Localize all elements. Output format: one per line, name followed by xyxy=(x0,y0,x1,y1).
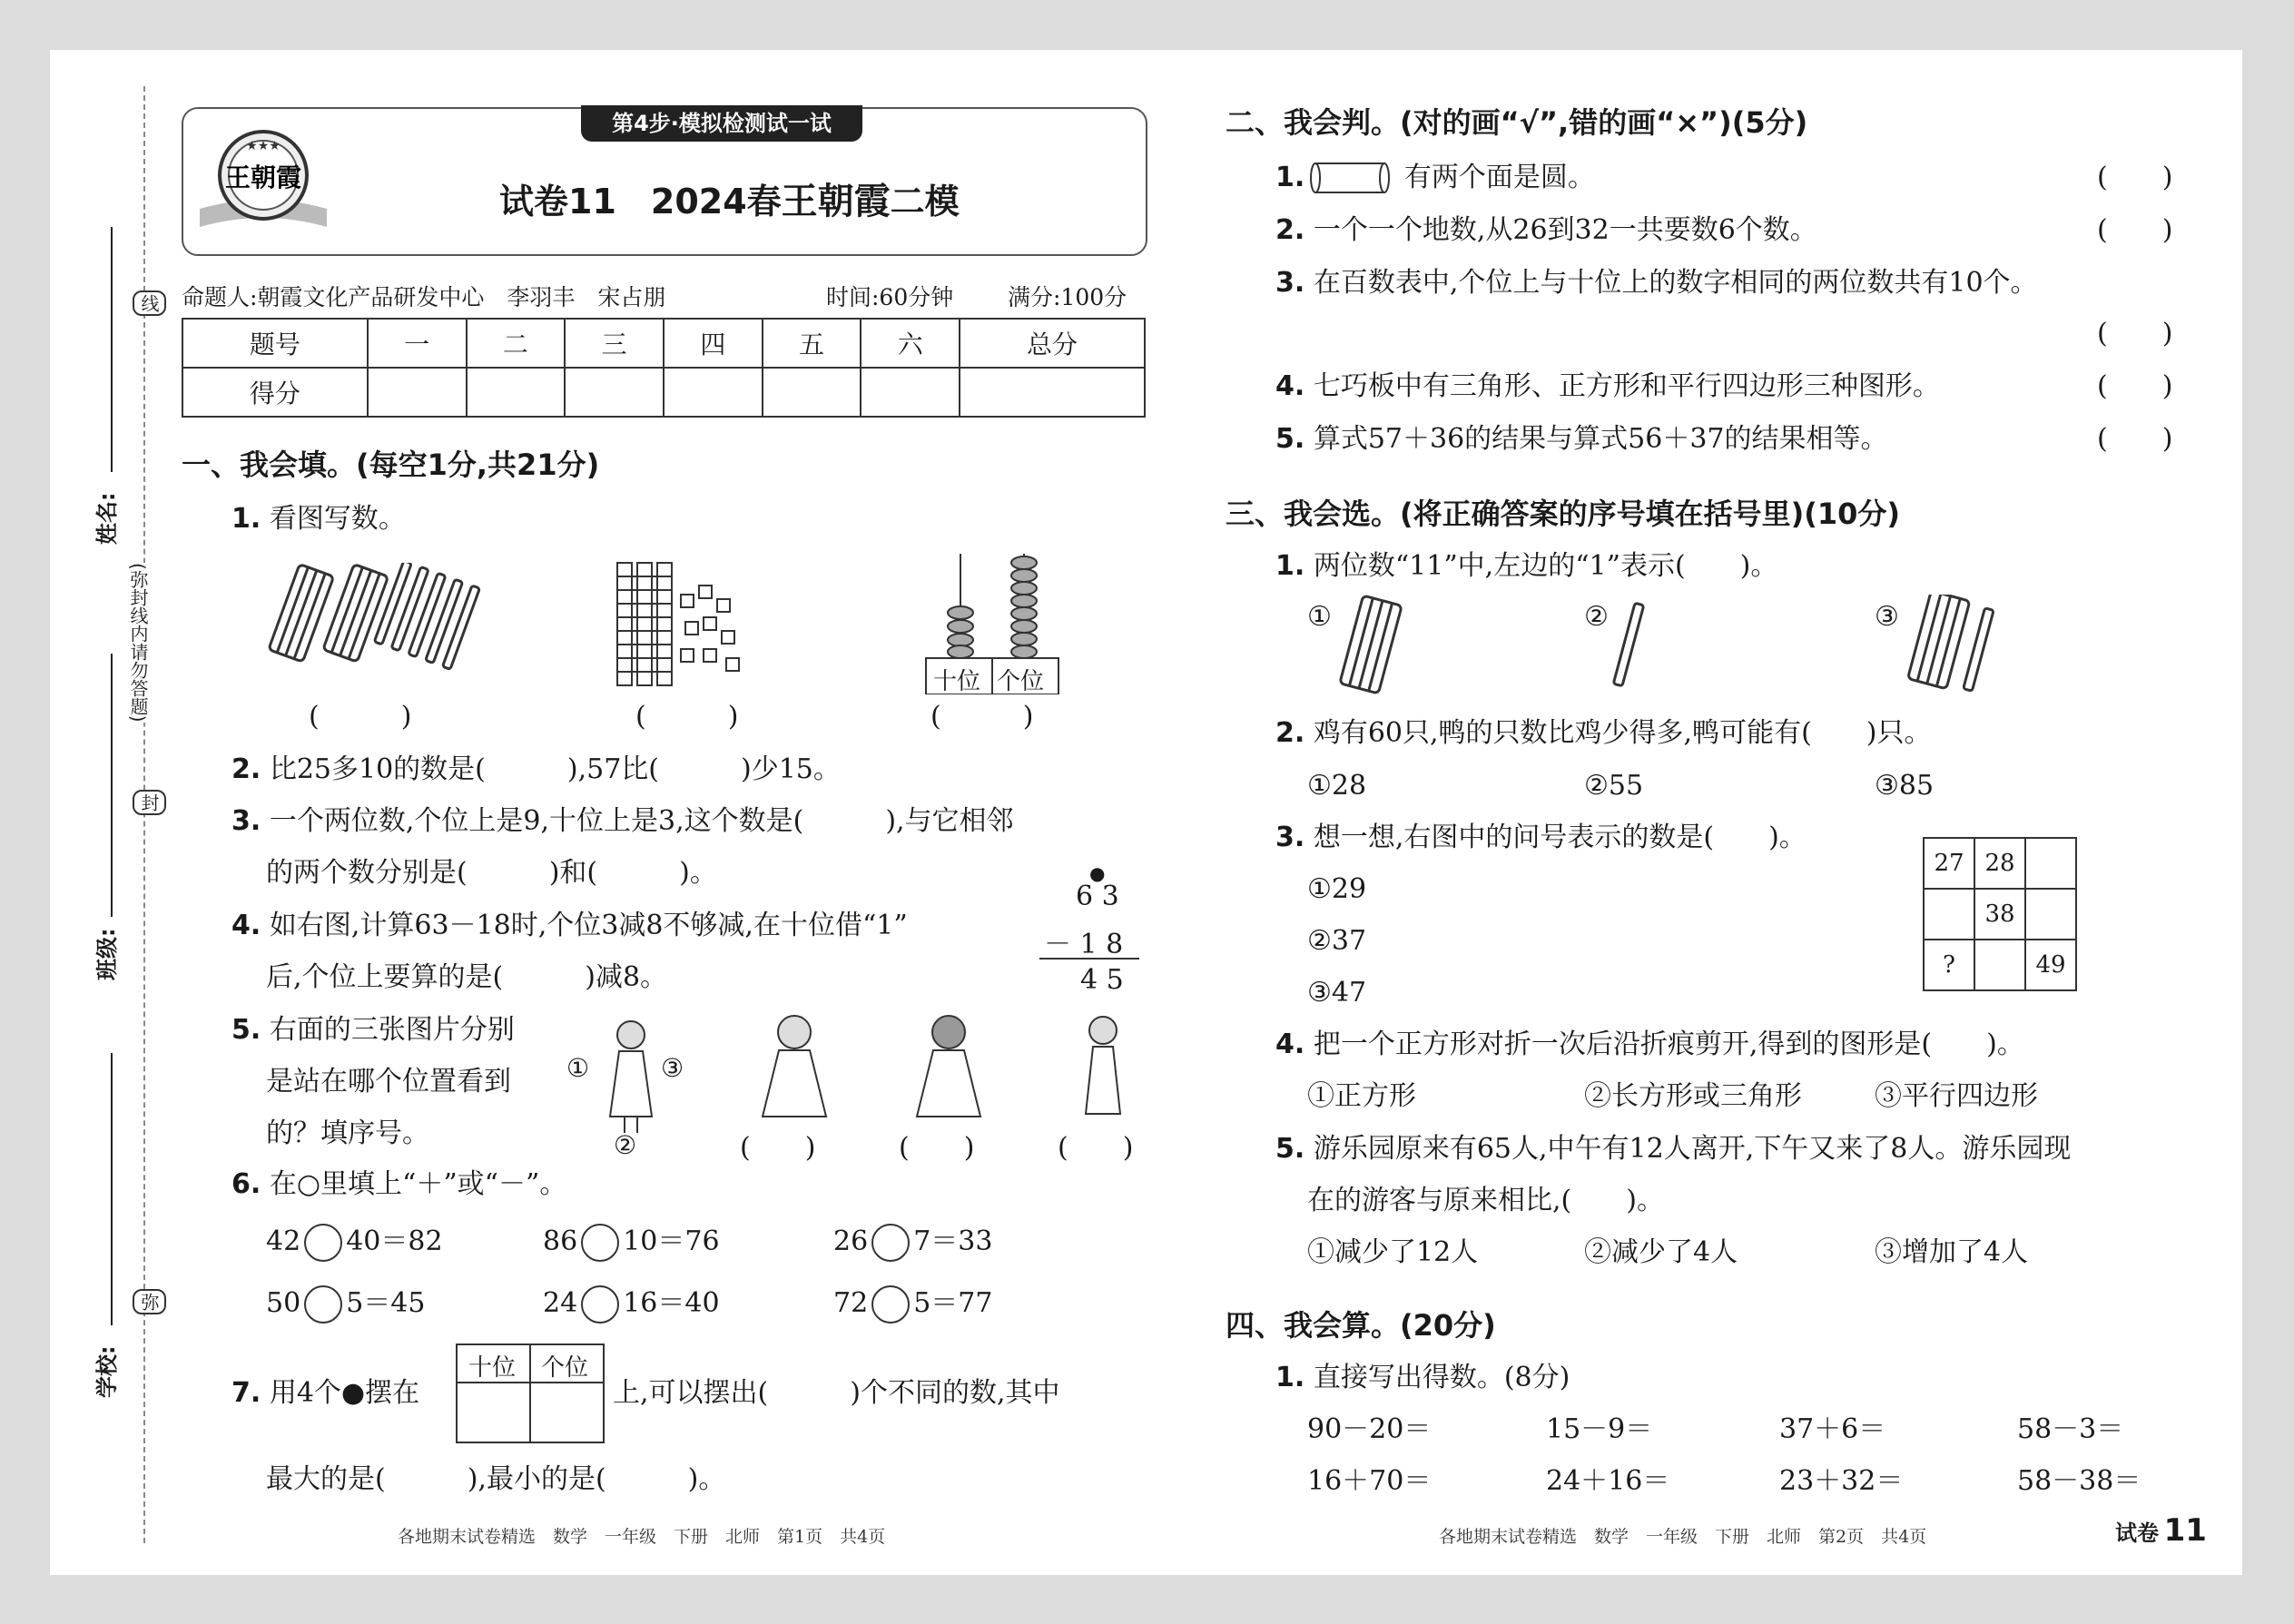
grid-cell: ? xyxy=(1924,940,1974,990)
answer-blank[interactable]: ( ) xyxy=(635,701,739,733)
q-num: 5. xyxy=(1275,423,1305,455)
vertical-top: 6 3 xyxy=(1076,881,1119,912)
score-input[interactable] xyxy=(763,368,861,417)
score-input[interactable] xyxy=(960,368,1145,417)
score-input[interactable] xyxy=(368,368,467,417)
footer-right: 各地期末试卷精选 数学 一年级 下册 北师 第2页 共4页 xyxy=(1439,1527,1927,1547)
q-text: 算式57＋36的结果与算式56＋37的结果相等。 xyxy=(1313,423,1888,455)
fill-op-item xyxy=(833,1285,992,1324)
grid-cell xyxy=(1974,940,2025,990)
section1-heading: 一、我会填。(每空1分,共21分) xyxy=(182,448,600,482)
operator-circle[interactable] xyxy=(304,1285,342,1324)
position-marker: ① xyxy=(566,1053,590,1083)
operand: 26 xyxy=(833,1225,869,1257)
cell: 得分 xyxy=(182,368,368,417)
option[interactable]: ③85 xyxy=(1875,770,1935,802)
q-text: 想一想,右图中的问号表示的数是( )。 xyxy=(1313,822,1807,853)
calc-item[interactable]: 15－9＝ xyxy=(1546,1413,1653,1445)
cell: 总分 xyxy=(960,319,1145,368)
calc-item[interactable]: 23＋32＝ xyxy=(1779,1465,1904,1497)
title-text: 试卷11 2024春 xyxy=(499,182,782,221)
q-text: 鸡有60只,鸭的只数比鸡少得多,鸭可能有( )只。 xyxy=(1313,717,1932,749)
option[interactable]: ③增加了4人 xyxy=(1875,1236,2029,1268)
sticks-bundle-illustration xyxy=(263,563,481,675)
calc-item[interactable]: 37＋6＝ xyxy=(1779,1413,1886,1445)
operand: 16＝40 xyxy=(623,1287,720,1319)
svg-text:★★★: ★★★ xyxy=(246,139,281,153)
cell: 题号 xyxy=(182,319,368,368)
girl-figure-center xyxy=(599,1017,663,1138)
operand: 5＝77 xyxy=(913,1287,993,1319)
option-marker[interactable]: ① xyxy=(1307,601,1332,633)
s1-q7-line2: 最大的是( ),最小的是( )。 xyxy=(266,1463,726,1495)
girl-view-front xyxy=(753,1012,835,1129)
position-marker: ③ xyxy=(661,1053,684,1083)
s4-q1 xyxy=(1275,1360,1570,1396)
s1-q5-line2: 是站在哪个位置看到 xyxy=(266,1066,511,1097)
step-banner: 第4步·模拟检测试一试 xyxy=(581,105,862,142)
cell: 五 xyxy=(763,319,861,368)
q-text: 如右图,计算63－18时,个位3减8不够减,在十位借“1” xyxy=(269,910,908,941)
logo xyxy=(191,123,336,236)
no-answer-note: (弥封线内请勿答题) xyxy=(125,563,152,723)
operator-circle[interactable] xyxy=(581,1224,619,1262)
s2-item xyxy=(1275,265,2038,301)
s2-item xyxy=(1275,160,1595,196)
name-label: 姓名: xyxy=(94,492,120,545)
option[interactable]: ③47 xyxy=(1307,977,1367,1009)
q-text: 七巧板中有三角形、正方形和平行四边形三种图形。 xyxy=(1313,370,1940,402)
calc-item[interactable]: 24＋16＝ xyxy=(1546,1465,1670,1497)
s1-q4-line1 xyxy=(231,908,908,944)
s1-q6 xyxy=(231,1166,566,1203)
q-num: 5. xyxy=(231,1014,261,1046)
title-suffix: 二模 xyxy=(890,182,960,221)
operand: 40＝82 xyxy=(346,1225,443,1257)
tens-label: 十位 xyxy=(468,1354,517,1382)
q-num: 3. xyxy=(231,805,261,837)
option[interactable]: ①29 xyxy=(1307,873,1367,905)
s3-q5-line2: 在的游客与原来相比,( )。 xyxy=(1307,1185,1664,1216)
operand: 24 xyxy=(543,1287,578,1319)
q-num: 4. xyxy=(231,910,261,941)
cell: 一 xyxy=(368,319,467,368)
name-line xyxy=(111,227,113,472)
q-num: 5. xyxy=(1275,1133,1305,1165)
q-text: 一个一个地数,从26到32一共要数6个数。 xyxy=(1313,214,1817,246)
option[interactable]: ②长方形或三角形 xyxy=(1584,1080,1802,1112)
grid-cell xyxy=(1924,889,1974,940)
abacus-ones-label: 个位 xyxy=(997,668,1045,695)
q-text: 在百数表中,个位上与十位上的数字相同的两位数共有10个。 xyxy=(1313,267,2038,299)
q-num: 2. xyxy=(231,753,261,785)
operand: 7＝33 xyxy=(913,1225,993,1257)
judge-blank[interactable]: ( ) xyxy=(2097,423,2173,455)
operator-circle[interactable] xyxy=(871,1224,910,1262)
borrow-dot: ● xyxy=(1089,862,1106,884)
q-text: 有两个面是圆。 xyxy=(1403,162,1595,193)
chart-divider xyxy=(529,1345,531,1442)
option[interactable]: ②55 xyxy=(1584,770,1644,802)
q-text: 右面的三张图片分别 xyxy=(269,1014,515,1046)
grid-cell xyxy=(2025,838,2076,889)
exam-title xyxy=(499,172,960,224)
footer-left: 各地期末试卷精选 数学 一年级 下册 北师 第1页 共4页 xyxy=(398,1527,886,1547)
q-text: 把一个正方形对折一次后沿折痕剪开,得到的图形是( )。 xyxy=(1313,1029,2024,1060)
fill-op-item xyxy=(266,1224,443,1262)
section4-heading: 四、我会算。(20分) xyxy=(1226,1308,1496,1343)
score-table-score-row xyxy=(182,368,1145,417)
answer-blank[interactable]: ( ) xyxy=(309,701,412,733)
cell: 六 xyxy=(861,319,960,368)
s3-q1 xyxy=(1275,548,1777,585)
s3-q2 xyxy=(1275,715,1931,752)
s2-item xyxy=(1275,369,1940,405)
badge-label: 试卷 xyxy=(2115,1521,2159,1546)
s1-q3-line1 xyxy=(231,803,1014,840)
option-marker[interactable]: ③ xyxy=(1875,601,1899,633)
class-line xyxy=(111,654,113,917)
number-grid xyxy=(1923,837,2077,991)
answer-blank[interactable]: ( ) xyxy=(1058,1132,1134,1164)
q-text: 在○里填上“＋”或“－”。 xyxy=(269,1168,567,1200)
grid-cell: 27 xyxy=(1924,838,1974,889)
calc-item[interactable]: 90－20＝ xyxy=(1307,1413,1432,1445)
single-stick-icon xyxy=(1611,599,1648,694)
judge-blank[interactable]: ( ) xyxy=(2097,162,2173,193)
s2-item xyxy=(1275,421,1888,458)
q-num: 2. xyxy=(1275,717,1305,749)
operator-circle[interactable] xyxy=(304,1224,342,1262)
cell: 四 xyxy=(664,319,763,368)
section3-heading: 三、我会选。(将正确答案的序号填在括号里)(10分) xyxy=(1226,497,1901,531)
q-num: 6. xyxy=(231,1168,261,1200)
s1-q1 xyxy=(231,501,406,537)
vertical-rule xyxy=(1039,958,1139,960)
option[interactable]: ②减少了4人 xyxy=(1584,1236,1738,1268)
calc-item[interactable]: 58－38＝ xyxy=(2017,1465,2141,1497)
q-num: 7. xyxy=(231,1377,261,1409)
section2-heading: 二、我会判。(对的画“√”,错的画“×”)(5分) xyxy=(1226,105,1808,140)
mi-mark: 弥 xyxy=(133,1289,166,1314)
q-text: 用4个●摆在 xyxy=(269,1377,420,1409)
operand: 72 xyxy=(833,1287,869,1319)
operand: 42 xyxy=(266,1225,301,1257)
q-text: 游乐园原来有65人,中午有12人离开,下午又来了8人。游乐园现 xyxy=(1313,1133,2072,1165)
q-num: 1. xyxy=(1275,550,1305,582)
answer-blank[interactable]: ( ) xyxy=(899,1132,975,1164)
option-marker[interactable]: ② xyxy=(1584,601,1609,633)
s1-q7-post: 上,可以摆出( )个不同的数,其中 xyxy=(613,1377,1060,1409)
class-label: 班级: xyxy=(94,928,120,980)
s1-q7-line1 xyxy=(231,1375,419,1412)
grid-cell: 38 xyxy=(1974,889,2025,940)
q-num: 2. xyxy=(1275,214,1305,246)
q-num: 4. xyxy=(1275,1029,1305,1060)
option[interactable]: ②37 xyxy=(1307,925,1367,957)
cell: 二 xyxy=(467,319,566,368)
score-table-header-row xyxy=(182,319,1145,368)
judge-blank[interactable]: ( ) xyxy=(2097,318,2173,349)
q-num: 4. xyxy=(1275,370,1305,402)
operator-circle[interactable] xyxy=(581,1285,619,1324)
s3-q5-line1 xyxy=(1275,1131,2071,1167)
place-value-chart xyxy=(456,1343,605,1443)
grid-cell: 28 xyxy=(1974,838,2025,889)
title-brand: 王朝霞 xyxy=(781,180,891,222)
cubes-illustration xyxy=(608,558,753,694)
score-input[interactable] xyxy=(467,368,566,417)
grid-cell: 49 xyxy=(2025,940,2076,990)
school-line xyxy=(111,1053,113,1325)
q-num: 1. xyxy=(231,503,261,535)
q-num: 1. xyxy=(1275,162,1305,193)
feng-mark: 封 xyxy=(133,790,166,815)
q-text: 直接写出得数。(8分) xyxy=(1313,1362,1570,1393)
score-table xyxy=(182,318,1146,418)
grid-cell xyxy=(2025,889,2076,940)
credits: 命题人:朝霞文化产品研发中心 李羽丰 宋占朋 xyxy=(182,284,666,310)
s2-item xyxy=(1275,212,1817,249)
vertical-result: 4 5 xyxy=(1080,964,1124,996)
s1-q5-line3: 的？填序号。 xyxy=(266,1117,429,1149)
operand: 50 xyxy=(266,1287,301,1319)
badge-number: 11 xyxy=(2163,1512,2207,1549)
q-text: 两位数“11”中,左边的“1”表示( )。 xyxy=(1313,550,1778,582)
full-score: 满分:100分 xyxy=(1008,284,1127,310)
score-input[interactable] xyxy=(664,368,763,417)
position-marker: ② xyxy=(614,1130,637,1160)
girl-view-side xyxy=(1071,1012,1135,1129)
s3-q3 xyxy=(1275,820,1807,856)
fill-op-item xyxy=(266,1285,425,1324)
time-limit: 时间:60分钟 xyxy=(826,284,954,310)
operand: 10＝76 xyxy=(623,1225,720,1257)
fill-op-item xyxy=(543,1285,720,1324)
s3-q4 xyxy=(1275,1027,2024,1063)
operator-circle[interactable] xyxy=(871,1285,910,1324)
q-text: 比25多10的数是( ),57比( )少15。 xyxy=(269,753,841,785)
page-badge xyxy=(2115,1512,2207,1549)
q-num: 3. xyxy=(1275,822,1305,853)
fill-op-item xyxy=(833,1224,992,1262)
s1-q4-line2: 后,个位上要算的是( )减8。 xyxy=(266,961,668,993)
judge-blank[interactable]: ( ) xyxy=(2097,214,2173,246)
score-input[interactable] xyxy=(861,368,960,417)
vertical-sub: － 1 8 xyxy=(1044,929,1124,960)
answer-blank[interactable]: ( ) xyxy=(930,701,1034,733)
stick-bundle-icon xyxy=(1334,595,1407,698)
option[interactable]: ①正方形 xyxy=(1307,1080,1416,1112)
xian-mark: 线 xyxy=(133,290,166,316)
cell: 三 xyxy=(565,319,664,368)
q-num: 1. xyxy=(1275,1362,1305,1393)
fill-op-item xyxy=(543,1224,720,1262)
school-label: 学校: xyxy=(94,1345,120,1398)
answer-blank[interactable]: ( ) xyxy=(740,1132,816,1164)
svg-text:王朝霞: 王朝霞 xyxy=(224,162,302,192)
operand: 86 xyxy=(543,1225,578,1257)
abacus-tens-label: 十位 xyxy=(933,668,981,695)
ones-label: 个位 xyxy=(541,1354,589,1382)
q-text: 看图写数。 xyxy=(269,503,406,535)
score-input[interactable] xyxy=(565,368,664,417)
s1-q3-line2: 的两个数分别是( )和( )。 xyxy=(266,857,717,889)
calc-item[interactable]: 58－3＝ xyxy=(2017,1413,2124,1445)
cylinder-icon xyxy=(1310,162,1390,204)
q-text: 一个两位数,个位上是9,十位上是3,这个数是( ),与它相邻 xyxy=(269,805,1014,837)
option[interactable]: ①28 xyxy=(1307,770,1367,802)
bundle-and-stick-icon xyxy=(1902,595,2020,698)
s1-q5-line1 xyxy=(231,1012,515,1048)
judge-blank[interactable]: ( ) xyxy=(2097,370,2173,402)
option[interactable]: ①减少了12人 xyxy=(1307,1236,1479,1268)
s1-q2 xyxy=(231,752,841,788)
girl-view-back xyxy=(908,1012,989,1129)
q-num: 3. xyxy=(1275,267,1305,299)
option[interactable]: ③平行四边形 xyxy=(1875,1080,2038,1112)
operand: 5＝45 xyxy=(346,1287,426,1319)
calc-item[interactable]: 16＋70＝ xyxy=(1307,1465,1432,1497)
